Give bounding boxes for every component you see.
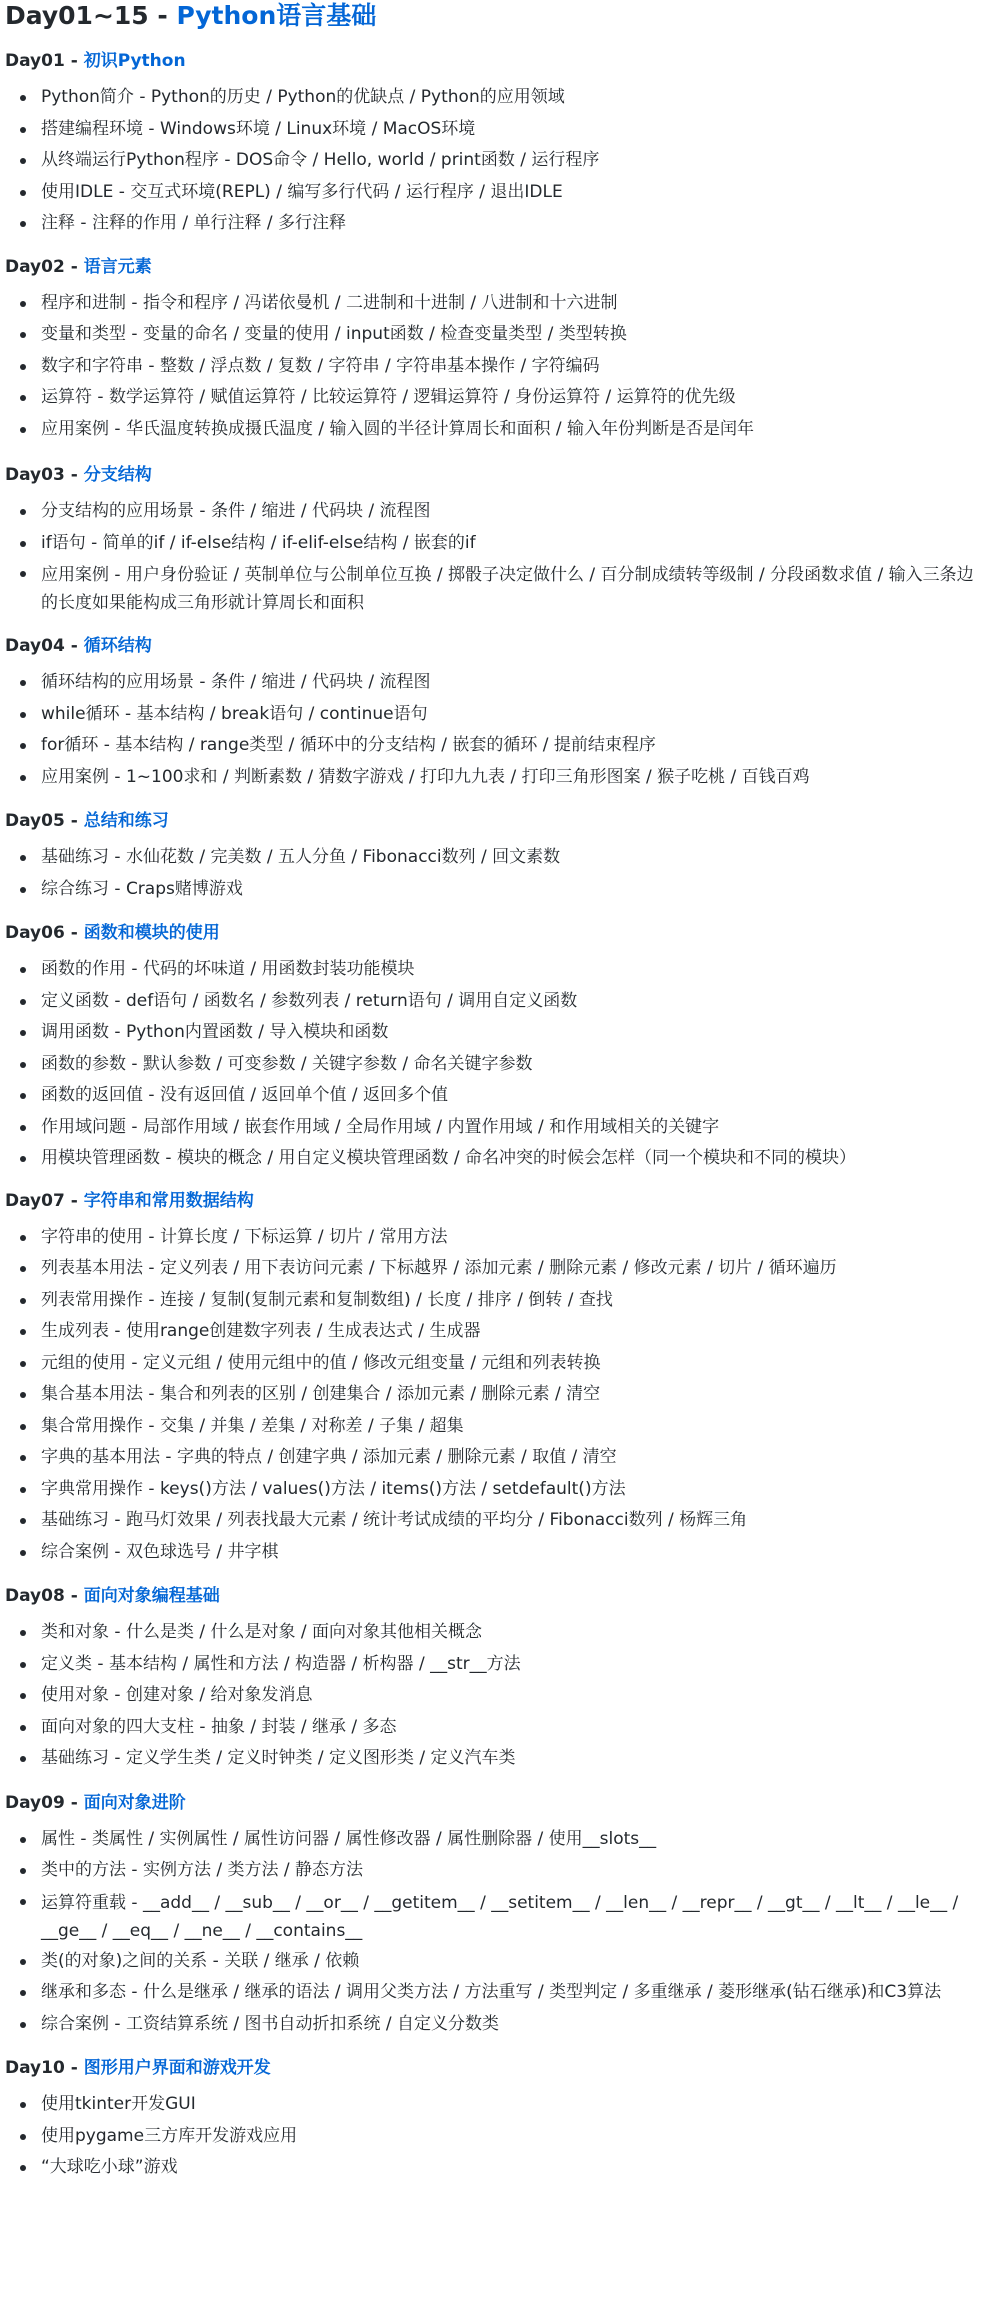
day-heading xyxy=(5,462,989,488)
list-item: 面向对象的四大支柱 - 抽象 / 封装 / 继承 / 多态 xyxy=(41,1712,989,1744)
list-item: 定义类 - 基本结构 / 属性和方法 / 构造器 / 析构器 / __str__方法 xyxy=(41,1649,989,1681)
list-item: 使用对象 - 创建对象 / 给对象发消息 xyxy=(41,1680,989,1712)
topic-list xyxy=(5,288,989,446)
list-item: “大球吃小球”游戏 xyxy=(41,2152,989,2184)
list-item: 从终端运行Python程序 - DOS命令 / Hello, world / print函数 / 运行程序 xyxy=(41,145,989,177)
day-section xyxy=(5,633,989,793)
list-item: 搭建编程环境 - Windows环境 / Linux环境 / MacOS环境 xyxy=(41,114,989,146)
day-label: Day10 - xyxy=(5,2058,84,2078)
day-section xyxy=(5,48,989,240)
list-item: 使用pygame三方库开发游戏应用 xyxy=(41,2121,989,2153)
topic-list xyxy=(5,954,989,1175)
day-label: Day02 - xyxy=(5,256,84,277)
day-title-link[interactable]: 循环结构 xyxy=(83,636,152,656)
list-item: 用模块管理函数 - 模块的概念 / 用自定义模块管理函数 / 命名冲突的时候会怎样（同一个模块和不同的模块） xyxy=(41,1143,989,1175)
list-item: 生成列表 - 使用range创建数字列表 / 生成表达式 / 生成器 xyxy=(41,1316,989,1348)
list-item: 列表常用操作 - 连接 / 复制(复制元素和复制数组) / 长度 / 排序 / 倒转 / 查找 xyxy=(41,1285,989,1317)
topic-list xyxy=(5,2089,989,2184)
list-item: for循环 - 基本结构 / range类型 / 循环中的分支结构 / 嵌套的循环 / 提前结束程序 xyxy=(41,730,989,762)
topic-list xyxy=(5,667,989,793)
list-item: 函数的参数 - 默认参数 / 可变参数 / 关键字参数 / 命名关键字参数 xyxy=(41,1049,989,1081)
list-item: 数字和字符串 - 整数 / 浮点数 / 复数 / 字符串 / 字符串基本操作 / 字符编码 xyxy=(41,351,989,383)
list-item: 类(的对象)之间的关系 - 关联 / 继承 / 依赖 xyxy=(41,1946,989,1978)
list-item: 字符串的使用 - 计算长度 / 下标运算 / 切片 / 常用方法 xyxy=(41,1222,989,1254)
day-section xyxy=(5,462,989,618)
list-item: 继承和多态 - 什么是继承 / 继承的语法 / 调用父类方法 / 方法重写 / 类型判定 / 多重继承 / 菱形继承(钻石继承)和C3算法 xyxy=(41,1977,989,2009)
day-title-link[interactable]: 面向对象进阶 xyxy=(83,1792,186,1813)
day-label: Day07 - xyxy=(5,1190,84,1211)
day-label: Day05 - xyxy=(5,811,84,831)
day-section xyxy=(5,254,989,446)
list-item: 基础练习 - 水仙花数 / 完美数 / 五人分鱼 / Fibonacci数列 / 回文素数 xyxy=(41,842,989,874)
day-title-link[interactable]: 初识Python xyxy=(83,51,186,71)
list-item: 运算符重载 - __add__ / __sub__ / __or__ / __getitem__ / __setitem__ / __len__ / __repr__ / __gt__ / __lt__ / __le__ / __ge__ / __eq__ / __ne__ / __contains__ xyxy=(41,1887,989,1946)
list-item: 字典常用操作 - keys()方法 / values()方法 / items()方法 / setdefault()方法 xyxy=(41,1474,989,1506)
list-item: 使用IDLE - 交互式环境(REPL) / 编写多行代码 / 运行程序 / 退出IDLE xyxy=(41,177,989,209)
list-item: 作用域问题 - 局部作用域 / 嵌套作用域 / 全局作用域 / 内置作用域 / 和作用域相关的关键字 xyxy=(41,1112,989,1144)
day-heading xyxy=(5,808,989,834)
day-section xyxy=(5,1790,989,2041)
list-item: 属性 - 类属性 / 实例属性 / 属性访问器 / 属性修改器 / 属性删除器 / 使用__slots__ xyxy=(41,1824,989,1856)
list-item: if语句 - 简单的if / if-else结构 / if-elif-else结构 / 嵌套的if xyxy=(41,528,989,560)
day-label: Day06 - xyxy=(5,923,84,943)
list-item: 分支结构的应用场景 - 条件 / 缩进 / 代码块 / 流程图 xyxy=(41,496,989,528)
list-item: 程序和进制 - 指令和程序 / 冯诺依曼机 / 二进制和十进制 / 八进制和十六进制 xyxy=(41,288,989,320)
list-item: 综合案例 - 双色球选号 / 井字棋 xyxy=(41,1537,989,1569)
topic-list xyxy=(5,1222,989,1569)
day-section xyxy=(5,1583,989,1775)
list-item: 基础练习 - 跑马灯效果 / 列表找最大元素 / 统计考试成绩的平均分 / Fibonacci数列 / 杨辉三角 xyxy=(41,1505,989,1537)
list-item: 应用案例 - 1~100求和 / 判断素数 / 猜数字游戏 / 打印九九表 / 打印三角形图案 / 猴子吃桃 / 百钱百鸡 xyxy=(41,762,989,794)
page-title-prefix: Day01~15 - xyxy=(5,1,177,30)
topic-list xyxy=(5,496,989,618)
list-item: 综合案例 - 工资结算系统 / 图书自动折扣系统 / 自定义分数类 xyxy=(41,2009,989,2041)
list-item: 调用函数 - Python内置函数 / 导入模块和函数 xyxy=(41,1017,989,1049)
list-item: while循环 - 基本结构 / break语句 / continue语句 xyxy=(41,699,989,731)
day-heading xyxy=(5,633,989,659)
list-item: 定义函数 - def语句 / 函数名 / 参数列表 / return语句 / 调用自定义函数 xyxy=(41,986,989,1018)
list-item: 元组的使用 - 定义元组 / 使用元组中的值 / 修改元组变量 / 元组和列表转换 xyxy=(41,1348,989,1380)
list-item: 类中的方法 - 实例方法 / 类方法 / 静态方法 xyxy=(41,1855,989,1887)
day-title-link[interactable]: 图形用户界面和游戏开发 xyxy=(83,2058,271,2078)
day-label: Day08 - xyxy=(5,1586,84,1606)
list-item: 字典的基本用法 - 字典的特点 / 创建字典 / 添加元素 / 删除元素 / 取值 / 清空 xyxy=(41,1442,989,1474)
topic-list xyxy=(5,1824,989,2041)
day-section xyxy=(5,1188,989,1569)
page-title-link[interactable]: Python语言基础 xyxy=(176,1,377,30)
list-item: 集合基本用法 - 集合和列表的区别 / 创建集合 / 添加元素 / 删除元素 / 清空 xyxy=(41,1379,989,1411)
list-item: 综合练习 - Craps赌博游戏 xyxy=(41,874,989,906)
day-label: Day03 - xyxy=(5,465,84,485)
day-heading xyxy=(5,254,989,280)
day-heading xyxy=(5,2055,989,2081)
day-heading xyxy=(5,1790,989,1816)
topic-list xyxy=(5,1617,989,1775)
day-heading xyxy=(5,48,989,74)
list-item: 基础练习 - 定义学生类 / 定义时钟类 / 定义图形类 / 定义汽车类 xyxy=(41,1743,989,1775)
day-heading xyxy=(5,920,989,946)
list-item: 函数的返回值 - 没有返回值 / 返回单个值 / 返回多个值 xyxy=(41,1080,989,1112)
day-section xyxy=(5,808,989,905)
list-item: 应用案例 - 华氏温度转换成摄氏温度 / 输入圆的半径计算周长和面积 / 输入年份判断是否是闰年 xyxy=(41,414,989,446)
day-label: Day01 - xyxy=(5,51,84,71)
day-title-link[interactable]: 分支结构 xyxy=(83,465,152,485)
list-item: 运算符 - 数学运算符 / 赋值运算符 / 比较运算符 / 逻辑运算符 / 身份运算符 / 运算符的优先级 xyxy=(41,382,989,414)
day-heading xyxy=(5,1188,989,1214)
list-item: 注释 - 注释的作用 / 单行注释 / 多行注释 xyxy=(41,208,989,240)
day-label: Day04 - xyxy=(5,636,84,656)
list-item: 函数的作用 - 代码的坏味道 / 用函数封装功能模块 xyxy=(41,954,989,986)
topic-list xyxy=(5,82,989,240)
day-title-link[interactable]: 字符串和常用数据结构 xyxy=(83,1190,254,1211)
list-item: 变量和类型 - 变量的命名 / 变量的使用 / input函数 / 检查变量类型 / 类型转换 xyxy=(41,319,989,351)
day-sections xyxy=(5,48,989,2184)
list-item: 使用tkinter开发GUI xyxy=(41,2089,989,2121)
topic-list xyxy=(5,842,989,905)
list-item: 循环结构的应用场景 - 条件 / 缩进 / 代码块 / 流程图 xyxy=(41,667,989,699)
list-item: 列表基本用法 - 定义列表 / 用下表访问元素 / 下标越界 / 添加元素 / 删除元素 / 修改元素 / 切片 / 循环遍历 xyxy=(41,1253,989,1285)
list-item: 应用案例 - 用户身份验证 / 英制单位与公制单位互换 / 掷骰子决定做什么 / 百分制成绩转等级制 / 分段函数求值 / 输入三条边的长度如果能构成三角形就计算周长和面积 xyxy=(41,559,989,618)
list-item: Python简介 - Python的历史 / Python的优缺点 / Python的应用领域 xyxy=(41,82,989,114)
day-label: Day09 - xyxy=(5,1792,84,1813)
day-section xyxy=(5,920,989,1175)
page-title xyxy=(5,0,989,36)
day-title-link[interactable]: 函数和模块的使用 xyxy=(83,923,220,943)
day-title-link[interactable]: 总结和练习 xyxy=(83,811,169,831)
list-item: 集合常用操作 - 交集 / 并集 / 差集 / 对称差 / 子集 / 超集 xyxy=(41,1411,989,1443)
day-heading xyxy=(5,1583,989,1609)
list-item: 类和对象 - 什么是类 / 什么是对象 / 面向对象其他相关概念 xyxy=(41,1617,989,1649)
day-title-link[interactable]: 面向对象编程基础 xyxy=(83,1586,220,1606)
day-section xyxy=(5,2055,989,2184)
day-title-link[interactable]: 语言元素 xyxy=(83,256,152,277)
